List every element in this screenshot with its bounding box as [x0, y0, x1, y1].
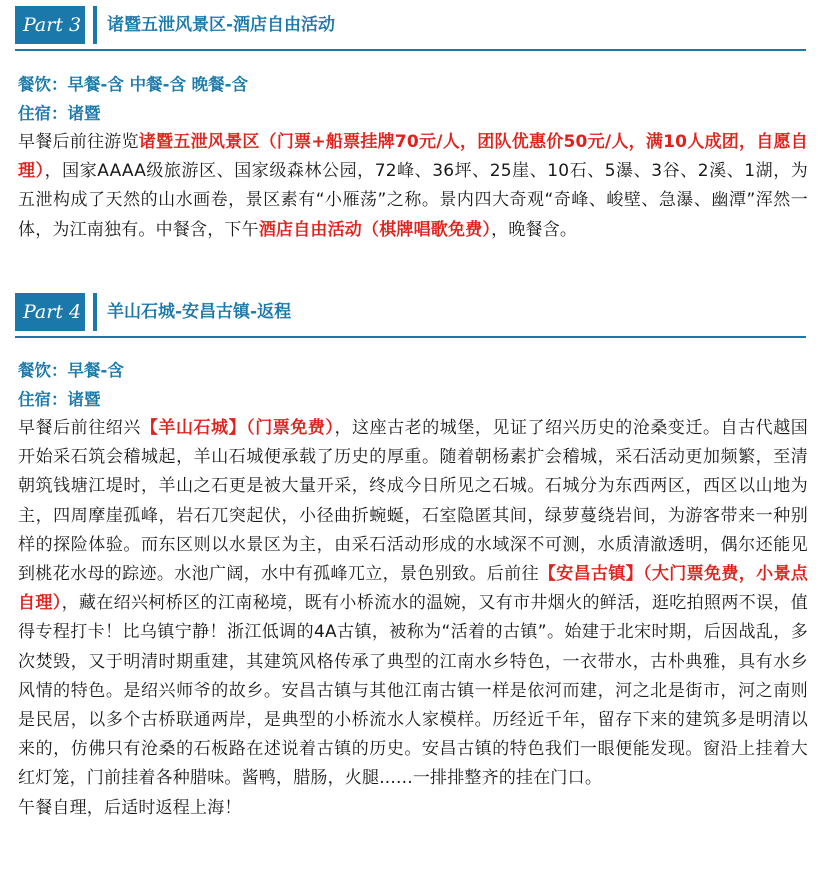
part4-highlight-2: 【安昌古镇】（大门票免费，小景点自理）: [18, 564, 809, 614]
part3-text-3: ，晚餐含。: [491, 219, 578, 240]
part4-text-3: ，藏在绍兴柯桥区的江南秘境，既有小桥流水的温婉，又有市井烟火的鲜活，逛吃拍照两不误，值得专程打卡！比乌镇宁静！浙江低调的4A古镇，被称为“活着的古镇”。始建于北宋时期，后因战乱，多次焚毁，又于明清时期重建，其建筑风格传承了典型的江南水乡特色，一衣带水，古朴典雅，具有水乡风情的特色。是绍兴师爷的故乡。安昌古镇与其他江南古镇一样是依河而建，河之北是街市，河之南则是民居，以多个古桥联通两岸，是典型的小桥流水人家模样。历经近千年，留存下来的建筑多是明清以来的，仿佛只有沧桑的石板路在述说着古镇的历史。安昌古镇的特色我们一眼便能发现。窗沿上挂着大红灯笼，门前挂着各种腊味。酱鸭，腊肠，火腿......一排排整齐的挂在门口。: [18, 593, 808, 789]
part4-label: Part 4: [15, 293, 85, 331]
part3-highlight-1: 诸暨五泄风景区（门票+船票挂牌70元/人，团队优惠价50元/人，满10人成团，自愿自理）: [18, 132, 808, 182]
part3-meals: 餐饮：早餐-含 中餐-含 晚餐-含: [18, 75, 249, 94]
part3-divider-bar: [93, 6, 97, 44]
part4-section: [0, 287, 820, 823]
part4-underline: [15, 336, 806, 338]
part3-lodging: 住宿：诸暨: [18, 104, 101, 123]
part3-section: [0, 0, 820, 245]
part3-description: [0, 128, 820, 245]
part3-text-2: ，国家AAAA级旅游区、国家级森林公园，72峰、36坪、25崖、10石、5瀑、3谷、2溪、1湖，为五泄构成了天然的山水画卷，景区素有“小雁荡”之称。景内四大奇观“奇峰、峻壁、急瀑、幽潭”浑然一体，为江南独有。中餐含，下午: [18, 161, 808, 240]
part3-highlight-2: 酒店自由活动（棋牌唱歌免费）: [258, 219, 492, 240]
part4-divider-bar: [93, 293, 97, 331]
part4-text-2: ，这座古老的城堡，见证了绍兴历史的沧桑变迁。自古代越国开始采石筑会稽城起，羊山石城便承载了历史的厚重。随着朝杨素扩会稽城，采石活动更加频繁，至清朝筑钱塘江堤时，羊山之石更是被大量开采，终成今日所见之石城。石城分为东西两区，西区以山地为主，四周摩崖孤峰，岩石兀突起伏，小径曲折蜿蜒，石室隐匿其间，绿萝蔓绕岩间，为游客带来一种别样的探险体验。而东区则以水景区为主，由采石活动形成的水域深不可测，水质清澈透明，偶尔还能见到桃花水母的踪迹。水池广阔，水中有孤峰兀立，景色别致。后前往: [18, 418, 808, 585]
part3-label: Part 3: [15, 6, 85, 44]
part3-text-1: 早餐后前往游览: [18, 132, 139, 152]
part3-header: [15, 0, 806, 46]
part3-underline: [15, 49, 806, 51]
part4-title: 羊山石城-安昌古镇-返程: [107, 302, 292, 322]
part4-lodging: 住宿：诸暨: [18, 390, 101, 409]
part4-description: [0, 414, 820, 794]
part4-header: [15, 287, 806, 333]
part4-closing: 午餐自理，后适时返程上海！: [18, 797, 242, 818]
part4-meals: 餐饮：早餐-含: [18, 361, 124, 380]
part4-text-1: 早餐后前往绍兴: [18, 418, 141, 438]
part4-highlight-1: 【羊山石城】（门票免费）: [140, 418, 335, 438]
part3-title: 诸暨五泄风景区-酒店自由活动: [107, 15, 336, 35]
